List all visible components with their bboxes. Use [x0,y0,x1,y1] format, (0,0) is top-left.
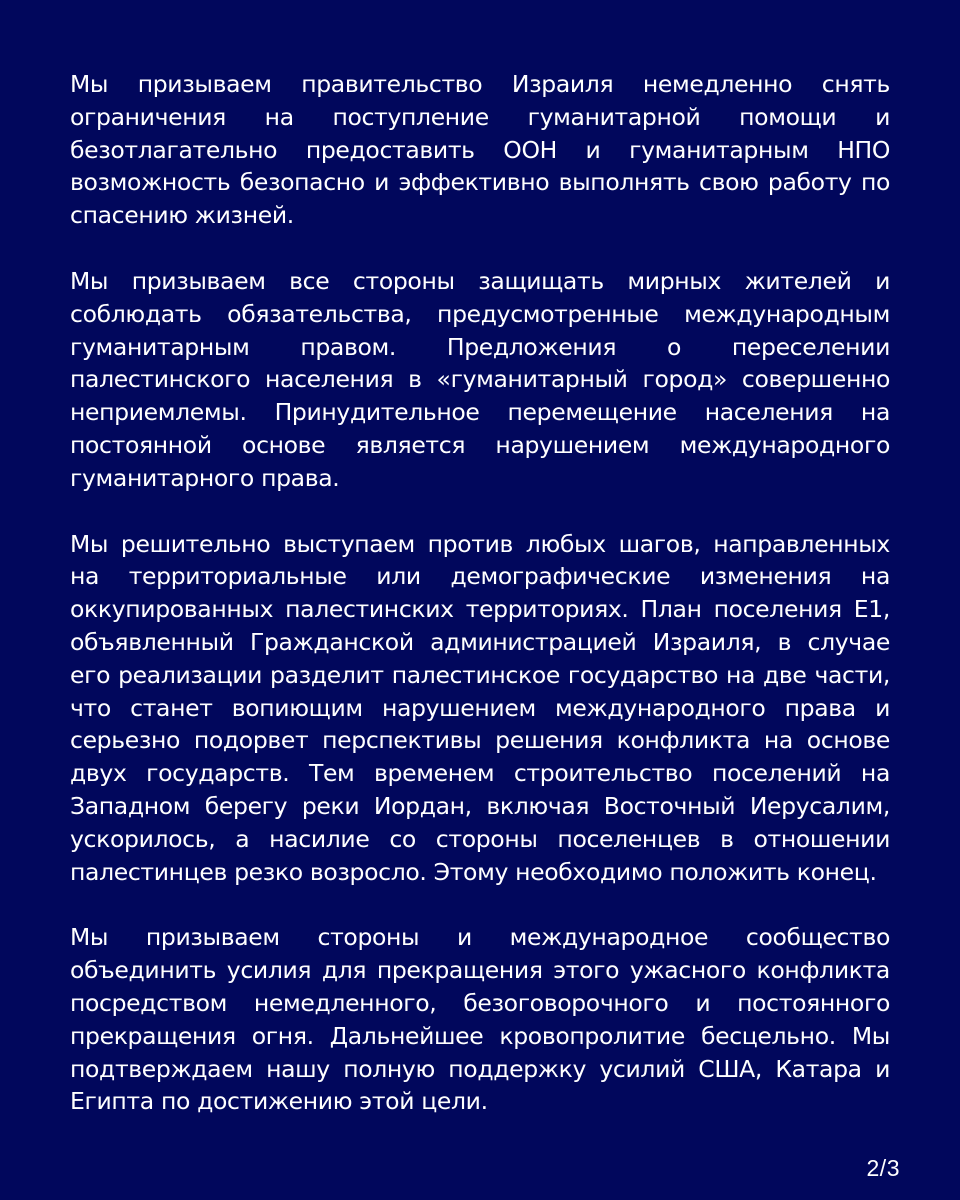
paragraph-aid-restrictions: Мы призываем правительство Израиля немедленно снять ограничения на поступление гуманитарной помощи и безотлагательно предоставить ООН и гуманитарным НПО возможность безопасно и эффективно выполнять свою работу по спасению жизней. [70,70,890,230]
paragraph-ceasefire: Мы призываем стороны и международное сообщество объединить усилия для прекращения этого ужасного конфликта посредством немедленного, безоговорочного и постоянного прекращения огня. Дальнейшее кровопролитие бесцельно. Мы подтверждаем нашу полную поддержку усилий США, Катара и Египта по достижению этой цели. [70,923,890,1116]
paragraph-territorial-changes: Мы решительно выступаем против любых шагов, направленных на территориальные или демографические изменения на оккупированных палестинских территориях. План поселения Е1, объявленный Гражданской администрацией Израиля, в случае его реализации разделит палестинское государство на две части, что станет вопиющим нарушением международного права и серьезно подорвет перспективы решения конфликта на основе двух государств. Тем временем строительство поселений на Западном берегу реки Иордан, включая Восточный Иерусалим, ускорилось, а насилие со стороны поселенцев в отношении палестинцев резко возросло. Этому необходимо положить конец. [70,529,890,886]
paragraph-civilian-protection: Мы призываем все стороны защищать мирных жителей и соблюдать обязательства, предусмотренные международным гуманитарным правом. Предложения о переселении палестинского населения в «гуманитарный город» совершенно неприемлемы. Принудительное перемещение населения на постоянной основе является нарушением международного гуманитарного права. [70,266,890,492]
statement-body [70,68,890,1151]
page-indicator: 2/3 [866,1155,900,1181]
